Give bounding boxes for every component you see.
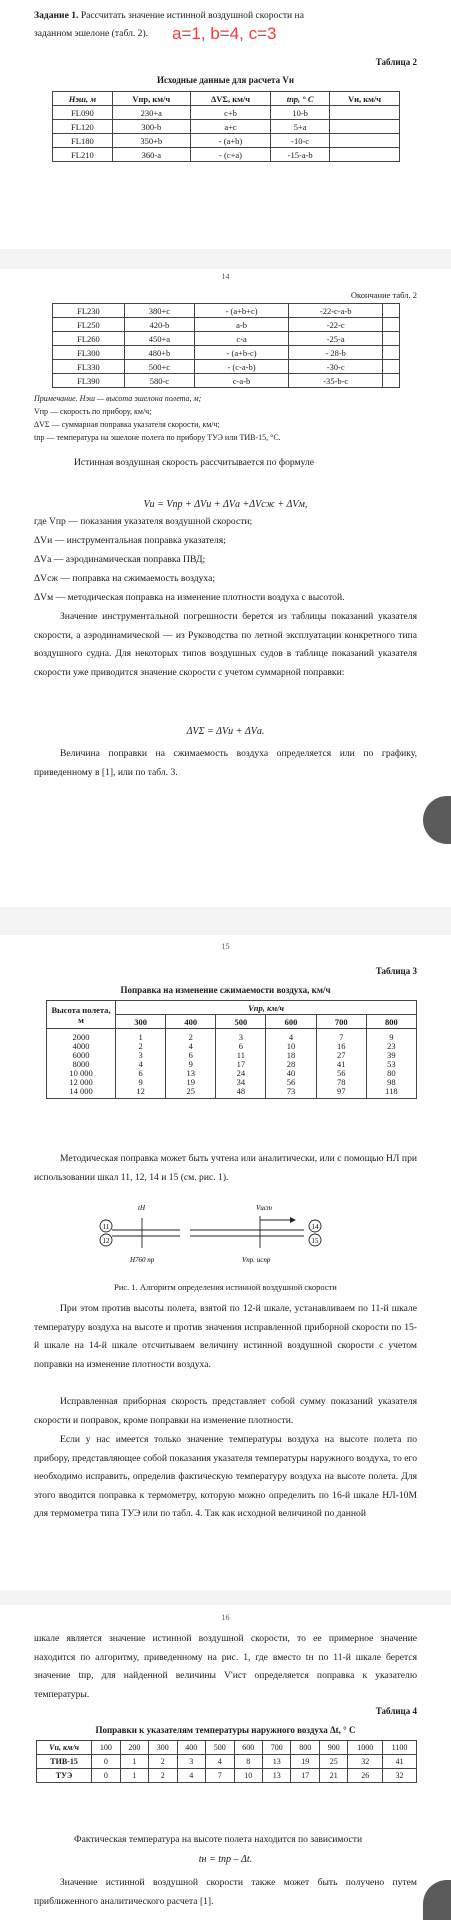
table-cell: 3 xyxy=(177,1755,205,1769)
table-row xyxy=(53,332,400,346)
table-cell: 25 xyxy=(319,1755,347,1769)
table-cell: 19 xyxy=(291,1755,319,1769)
paragraph-scales: При этом против высоты полета, взятой по 12-й шкале, устанавливаем по 11-й шкале температуру воздуха на высоте и против значения исправленной приборной скорости по 15-й шкале на 14-й шкале отсчитываем величину истинной воздушной скорости с учетом поправки на изменение плотности воздуха. xyxy=(34,1303,417,1370)
table-cell: FL260 xyxy=(53,332,125,346)
scale-11-label: 11 xyxy=(102,1223,110,1231)
table-value: 16 xyxy=(336,1041,346,1051)
task-paragraph xyxy=(34,8,417,24)
table-cell: 500+c xyxy=(124,360,194,374)
table-value: 9 xyxy=(389,1032,394,1042)
table-cell: 26 xyxy=(348,1769,382,1783)
table-header: 600 xyxy=(234,1741,262,1755)
table-value: 53 xyxy=(387,1059,396,1069)
table-header: 800 xyxy=(366,1015,416,1029)
table-cell xyxy=(383,304,400,318)
table-header: Vпр, км/ч xyxy=(116,1001,417,1015)
height-value: 8000 xyxy=(72,1059,90,1069)
formula-sum: ΔVΣ = ΔVи + ΔVа. xyxy=(186,726,265,737)
table-value: 78 xyxy=(336,1077,346,1087)
table-value: 40 xyxy=(286,1068,296,1078)
table-cell xyxy=(383,374,400,388)
table-value: 23 xyxy=(387,1041,396,1051)
task-text-b: заданном эшелоне (табл. 2). xyxy=(34,28,149,39)
table-cell xyxy=(330,148,400,162)
table-header: Нэш, м xyxy=(53,92,113,106)
table-header: 200 xyxy=(120,1741,148,1755)
height-value: 12 000 xyxy=(69,1077,93,1087)
table-cell: 450+a xyxy=(124,332,194,346)
page-number: 16 xyxy=(221,1613,230,1622)
formula-main: Vи = Vпр + ΔVи + ΔVа +ΔVсж + ΔVм, xyxy=(143,499,308,510)
table-cell: c+b xyxy=(190,106,270,120)
table-value: 11 xyxy=(236,1050,245,1060)
table-value: 6 xyxy=(238,1041,244,1051)
table-cell: - (a+b-c) xyxy=(194,346,289,360)
table-value: 17 xyxy=(236,1059,246,1069)
table-cell: -25-a xyxy=(289,332,383,346)
scale-14-marker xyxy=(309,1220,321,1232)
table-cell: 10-b xyxy=(271,106,330,120)
table-cell: -22-c xyxy=(289,318,383,332)
table-header: 500 xyxy=(206,1741,234,1755)
table-value: 4 xyxy=(188,1041,193,1051)
height-value: 4000 xyxy=(72,1041,90,1051)
table-value: 24 xyxy=(236,1068,246,1078)
table-cell: 13 xyxy=(263,1769,291,1783)
table2-continued xyxy=(52,303,400,388)
table-header: 1000 xyxy=(348,1741,382,1755)
row-name: ТУЭ xyxy=(37,1769,92,1783)
table-value: 9 xyxy=(138,1077,143,1087)
table-cell: 10 xyxy=(234,1769,262,1783)
table-cell: 1 xyxy=(120,1769,148,1783)
table-cell: 7 xyxy=(206,1769,234,1783)
table-cell: -15-a-b xyxy=(271,148,330,162)
table-cell: 32 xyxy=(348,1755,382,1769)
table-row xyxy=(37,1769,417,1783)
note-line: tпр — температура на эшелоне полета по прибору ТУЭ или ТИВ-15, °С. xyxy=(34,433,281,442)
table-row xyxy=(53,106,400,120)
table3-label: Таблица 3 xyxy=(375,966,417,976)
table-row xyxy=(53,360,400,374)
table-cell xyxy=(383,346,400,360)
table-header: 300 xyxy=(149,1741,177,1755)
table-cell: 13 xyxy=(263,1755,291,1769)
definition-line: ΔVм — методическая поправка на изменение плотности воздуха с высотой. xyxy=(34,592,345,603)
table-value: 3 xyxy=(138,1050,143,1060)
table-cell: 350+b xyxy=(112,134,190,148)
formula-temp: tн = tпр – Δt. xyxy=(198,1854,253,1865)
task-title: Задание 1. xyxy=(34,10,79,21)
table-cell: FL210 xyxy=(53,148,113,162)
table-header: 400 xyxy=(166,1015,216,1029)
table-row xyxy=(53,304,400,318)
table-cell: 4 xyxy=(177,1769,205,1783)
table-value: 28 xyxy=(286,1059,296,1069)
table-header-row xyxy=(53,92,400,106)
table-cell: FL250 xyxy=(53,318,125,332)
note-line: Vпр — скорость по прибору, км/ч; xyxy=(34,407,152,416)
table-value: 6 xyxy=(188,1050,193,1060)
height-value: 10 000 xyxy=(69,1068,93,1078)
table-value: 2 xyxy=(188,1032,193,1042)
table-row xyxy=(53,120,400,134)
table-value: 98 xyxy=(387,1077,396,1087)
table-header: 100 xyxy=(92,1741,120,1755)
table-value: 1 xyxy=(138,1032,143,1042)
table-header: ΔVΣ, км/ч xyxy=(190,92,270,106)
task-text-a: Рассчитать значение истинной воздушной скорости на xyxy=(78,10,304,21)
height-value: 6000 xyxy=(72,1050,90,1060)
label-H: H760 пр xyxy=(130,1256,155,1264)
table-value: 3 xyxy=(238,1032,244,1042)
table-cell: c-a-b xyxy=(194,374,289,388)
formula-intro: Истинная воздушная скорость рассчитывается по формуле xyxy=(74,457,315,468)
table-cell xyxy=(383,318,400,332)
page-gap xyxy=(0,907,451,935)
table-row xyxy=(53,318,400,332)
table-row xyxy=(47,1029,417,1099)
definition-line: ΔVсж — поправка на сжимаемость воздуха; xyxy=(34,573,216,584)
table-row xyxy=(53,148,400,162)
paragraph-corrected: Исправленная приборная скорость представляет собой сумму показаний указателя скорости и поправок, кроме поправки на изменение плотности. xyxy=(34,1396,417,1426)
table-cell: 380+c xyxy=(124,304,194,318)
handwritten-params: a=1, b=4, c=3 xyxy=(172,24,277,43)
table-header: 700 xyxy=(263,1741,291,1755)
table-value: 80 xyxy=(387,1068,396,1078)
height-column xyxy=(47,1029,116,1099)
definition-line: ΔVа — аэродинамическая поправка ПВД; xyxy=(34,554,206,565)
table-header: Vи, км/ч xyxy=(37,1741,92,1755)
value-column xyxy=(116,1029,166,1099)
table-cell: 41 xyxy=(382,1755,416,1769)
note-line: Примечание. Нэш — высота эшелона полета, м; xyxy=(34,394,202,403)
table-cell: 21 xyxy=(319,1769,347,1783)
table-value: 118 xyxy=(385,1086,398,1096)
figure-caption: Рис. 1. Алгоритм определения истинной воздушной скорости xyxy=(114,1282,337,1292)
table-cell: 17 xyxy=(291,1769,319,1783)
table-cell: 230+a xyxy=(112,106,190,120)
height-value: 2000 xyxy=(72,1032,90,1042)
scale-12-marker xyxy=(100,1234,112,1246)
table-header: Высота полета, м xyxy=(47,1001,116,1029)
page-number: 14 xyxy=(221,272,230,281)
table-cell: a+c xyxy=(190,120,270,134)
page-number: 15 xyxy=(221,942,230,951)
page-gap xyxy=(0,1590,451,1605)
label-tH: tH xyxy=(138,1204,145,1212)
table-value: 41 xyxy=(336,1059,346,1069)
table-cell: -22-c-a-b xyxy=(289,304,383,318)
value-column xyxy=(166,1029,216,1099)
table-cell: 420-b xyxy=(124,318,194,332)
table-row xyxy=(53,374,400,388)
note-line: ΔVΣ — суммарная поправка указателя скорости, км/ч; xyxy=(34,420,220,429)
label-Vist: Vист xyxy=(256,1204,272,1212)
table-header: Vпр, км/ч xyxy=(112,92,190,106)
table-cell xyxy=(330,120,400,134)
table-header: 800 xyxy=(291,1741,319,1755)
label-Vpr: Vпр. испр xyxy=(242,1256,271,1264)
table2-continued-label: Окончание табл. 2 xyxy=(350,290,417,300)
table-header: 500 xyxy=(216,1015,266,1029)
value-column xyxy=(266,1029,316,1099)
table-value: 7 xyxy=(339,1032,344,1042)
table-value: 34 xyxy=(236,1077,246,1087)
table-row xyxy=(37,1755,417,1769)
table-value: 39 xyxy=(387,1050,396,1060)
figure-nomogram xyxy=(92,1196,362,1276)
table-cell xyxy=(330,134,400,148)
table-value: 27 xyxy=(336,1050,346,1060)
table-cell: 580-c xyxy=(124,374,194,388)
table-cell: 360-a xyxy=(112,148,190,162)
table-cell: FL300 xyxy=(53,346,125,360)
paragraph-instrument: Значение инструментальной погрешности берется из таблицы показаний указателя скорости, а аэродинамической — из Руководства по летной эксплуатации конкретного типа воздушного судна. Для некоторых типов воздушных судов в таблице показаний указателя скорости уже приводится значение скорости с учетом суммарной поправки: xyxy=(34,611,417,678)
table-header-row xyxy=(47,1001,417,1015)
table-value: 56 xyxy=(286,1077,296,1087)
table2 xyxy=(52,91,400,162)
scale-15-label: 15 xyxy=(311,1237,319,1245)
value-column xyxy=(216,1029,266,1099)
table-cell xyxy=(383,360,400,374)
table-header: 900 xyxy=(319,1741,347,1755)
table-cell: 0 xyxy=(92,1755,120,1769)
table-header: 600 xyxy=(266,1015,316,1029)
table-value: 2 xyxy=(138,1041,143,1051)
page-gap xyxy=(0,249,451,269)
table-value: 48 xyxy=(236,1086,246,1096)
table-header: tпр, ° С xyxy=(271,92,330,106)
table-header: Vи, км/ч xyxy=(330,92,400,106)
table-cell: -30-c xyxy=(289,360,383,374)
height-value: 14 000 xyxy=(69,1086,93,1096)
table-cell: 32 xyxy=(382,1769,416,1783)
table4-label: Таблица 4 xyxy=(375,1706,417,1716)
value-column xyxy=(316,1029,366,1099)
table-cell: - (a+b+c) xyxy=(194,304,289,318)
table-cell xyxy=(330,106,400,120)
table-cell: FL120 xyxy=(53,120,113,134)
table-cell: 480+b xyxy=(124,346,194,360)
table-header: 1100 xyxy=(382,1741,416,1755)
scale-11-marker xyxy=(100,1220,112,1232)
table-cell: 4 xyxy=(206,1755,234,1769)
scale-14-label: 14 xyxy=(311,1223,319,1231)
row-name: ТИВ-15 xyxy=(37,1755,92,1769)
table-cell: FL330 xyxy=(53,360,125,374)
table-cell: 0 xyxy=(92,1769,120,1783)
table-value: 73 xyxy=(286,1086,296,1096)
paragraph-compress: Величина поправки на сжимаемость воздуха определяется или по графику, приведенному в [1], или по табл. 3. xyxy=(34,748,417,778)
table-value: 19 xyxy=(186,1077,195,1087)
table-header: 400 xyxy=(177,1741,205,1755)
table-value: 6 xyxy=(138,1068,143,1078)
table-value: 4 xyxy=(138,1059,143,1069)
table-cell: FL180 xyxy=(53,134,113,148)
table-cell: 8 xyxy=(234,1755,262,1769)
table-value: 12 xyxy=(136,1086,145,1096)
table-header: 300 xyxy=(116,1015,166,1029)
table-cell xyxy=(383,332,400,346)
table-value: 9 xyxy=(188,1059,193,1069)
table-cell: - (c+a) xyxy=(190,148,270,162)
table4 xyxy=(36,1740,417,1783)
table-row xyxy=(53,346,400,360)
table-cell: 1 xyxy=(120,1755,148,1769)
paragraph-analytic: Значение истинной воздушной скорости также может быть получено путем приближенного аналитического расчета [1]. xyxy=(34,1877,417,1907)
scale-12-label: 12 xyxy=(102,1237,110,1245)
table-cell: 5+a xyxy=(271,120,330,134)
paragraph-scale-continued: шкале является значение истинной воздушной скорости, то ее примерное значение находится по алгоритму, приведенному на рис. 1, где вместо tн по 11-й шкале берется значение tпр, для найденной величины V'ист определяется поправка к указателю температуры. xyxy=(34,1633,417,1700)
table-cell: a-b xyxy=(194,318,289,332)
table-cell: 300-b xyxy=(112,120,190,134)
table-value: 56 xyxy=(336,1068,346,1078)
table-cell: -35-b-c xyxy=(289,374,383,388)
arrow-head-icon xyxy=(290,1217,296,1223)
table4-caption: Поправки к указателям температуры наружного воздуха Δt, ° С xyxy=(95,1725,356,1735)
table-cell: - (a+b) xyxy=(190,134,270,148)
table2-caption: Исходные данные для расчета Vи xyxy=(156,75,295,85)
table3-caption: Поправка на изменение сжимаемости воздуха, км/ч xyxy=(120,985,331,995)
scale-15-marker xyxy=(309,1234,321,1246)
table3 xyxy=(46,1000,417,1099)
table-row xyxy=(53,134,400,148)
table-value: 25 xyxy=(186,1086,195,1096)
table-header-row xyxy=(37,1741,417,1755)
table-value: 97 xyxy=(336,1086,346,1096)
definition-line: где Vпр — показания указателя воздушной скорости; xyxy=(34,516,253,527)
table-header: 700 xyxy=(316,1015,366,1029)
paragraph-temperature: Если у нас имеется только значение температуры воздуха на высоте полета по прибору, представляющее собой показания указателя температуры наружного воздуха, то его необходимо исправить, определив фактическую температуру воздуха на высоте полета. Для этого вводится поправка к термометру, которую можно определить по 16-й шкале НЛ-10М для термометра типа ТУЭ или по табл. 4. Так как исходной величиной по данной xyxy=(34,1434,417,1519)
table-cell: FL090 xyxy=(53,106,113,120)
table-cell: 2 xyxy=(149,1769,177,1783)
paragraph-actual-temp: Фактическая температура на высоте полета находится по зависимости xyxy=(74,1834,363,1845)
table-cell: c-a xyxy=(194,332,289,346)
table-cell: 2 xyxy=(149,1755,177,1769)
table-value: 4 xyxy=(288,1032,294,1042)
table-cell: - (c-a-b) xyxy=(194,360,289,374)
table-value: 10 xyxy=(286,1041,296,1051)
value-column xyxy=(366,1029,416,1099)
paragraph-method: Методическая поправка может быть учтена или аналитически, или с помощью НЛ при использовании шкал 11, 12, 14 и 15 (см. рис. 1). xyxy=(34,1153,417,1183)
table-value: 18 xyxy=(286,1050,296,1060)
table-value: 13 xyxy=(186,1068,195,1078)
table-cell: FL230 xyxy=(53,304,125,318)
table-cell: - 28-b xyxy=(289,346,383,360)
table-cell: FL390 xyxy=(53,374,125,388)
table2-label: Таблица 2 xyxy=(375,57,417,67)
definition-line: ΔVи — инструментальная поправка указателя; xyxy=(34,535,226,546)
table-cell: -10-c xyxy=(271,134,330,148)
